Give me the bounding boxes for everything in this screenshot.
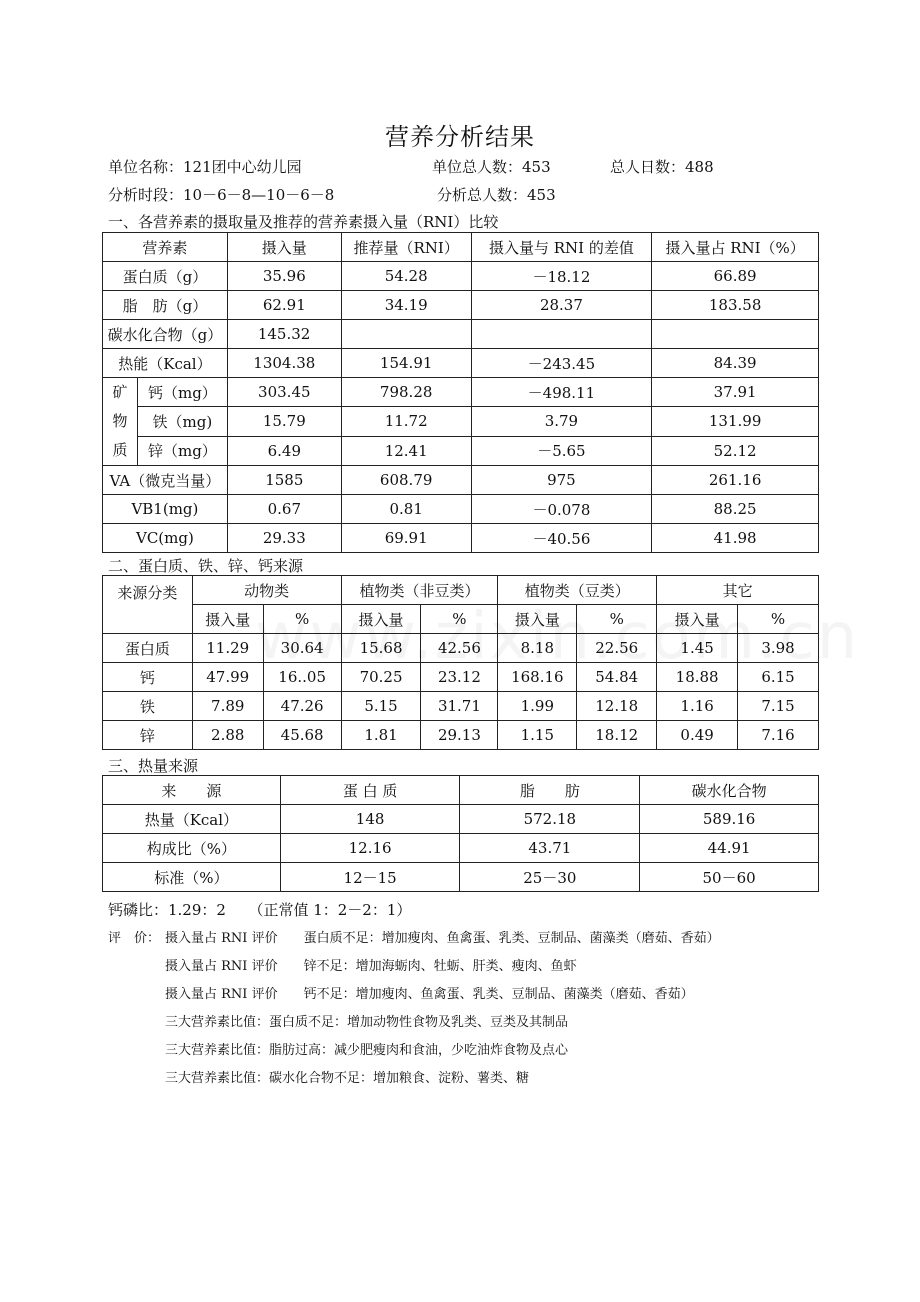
pct-cell: 131.99 xyxy=(652,407,819,436)
intake-cell: 1304.38 xyxy=(227,349,341,378)
diff-cell: 975 xyxy=(471,466,652,495)
data-cell: 1.99 xyxy=(498,692,577,721)
data-cell: 12－15 xyxy=(280,863,460,892)
table-row xyxy=(103,834,819,863)
data-cell: 12.18 xyxy=(577,692,657,721)
data-cell: 0.49 xyxy=(657,721,738,750)
rni-cell: 11.72 xyxy=(341,407,471,436)
section2-heading: 二、蛋白质、铁、锌、钙来源 xyxy=(108,557,304,575)
diff-cell: －0.078 xyxy=(471,495,652,524)
header-cell: 推荐量（RNI） xyxy=(341,233,471,262)
group-header-plant-nonbean: 植物类（非豆类） xyxy=(341,576,498,605)
nutrient-name: 蛋白质 xyxy=(103,634,193,663)
table-row xyxy=(103,466,819,495)
data-cell: 47.26 xyxy=(263,692,341,721)
mineral-group-label xyxy=(103,378,138,466)
table-row xyxy=(103,692,819,721)
evaluation-line: 三大营养素比值：蛋白质不足：增加动物性食物及乳类、豆类及其制品 xyxy=(165,1015,569,1030)
data-cell: 8.18 xyxy=(498,634,577,663)
nutrient-rni-table xyxy=(102,232,819,553)
intake-cell: 303.45 xyxy=(227,378,341,407)
diff-cell: －5.65 xyxy=(471,436,652,465)
rni-cell: 34.19 xyxy=(341,291,471,320)
vitamin-name: VB1(mg) xyxy=(103,495,228,524)
row-label: 标准（%） xyxy=(103,863,281,892)
data-cell: 1.15 xyxy=(498,721,577,750)
intake-cell: 15.79 xyxy=(227,407,341,436)
header-cell: 摄入量与 RNI 的差值 xyxy=(471,233,652,262)
table-row xyxy=(103,863,819,892)
rni-cell: 69.91 xyxy=(341,524,471,553)
table-row xyxy=(103,349,819,378)
sub-header-intake: 摄入量 xyxy=(657,605,738,634)
data-cell: 43.71 xyxy=(460,834,640,863)
diff-cell: －40.56 xyxy=(471,524,652,553)
evaluation-line: 三大营养素比值：碳水化合物不足：增加粮食、淀粉、薯类、糖 xyxy=(165,1071,530,1086)
nutrient-name: 钙 xyxy=(103,663,193,692)
table-row xyxy=(103,262,819,291)
rni-cell: 54.28 xyxy=(341,262,471,291)
data-cell: 1.16 xyxy=(657,692,738,721)
header-cell: 脂 肪 xyxy=(460,776,640,805)
data-cell: 47.99 xyxy=(192,663,263,692)
source-category-header: 来源分类 xyxy=(103,576,193,634)
data-cell: 7.89 xyxy=(192,692,263,721)
pct-cell xyxy=(652,320,819,349)
table-row xyxy=(103,291,819,320)
intake-cell: 29.33 xyxy=(227,524,341,553)
sub-header-intake: 摄入量 xyxy=(192,605,263,634)
sub-header-pct: % xyxy=(577,605,657,634)
data-cell: 18.12 xyxy=(577,721,657,750)
table-row xyxy=(103,663,819,692)
intake-cell: 145.32 xyxy=(227,320,341,349)
data-cell: 572.18 xyxy=(460,805,640,834)
energy-source-table xyxy=(102,775,819,892)
data-cell: 5.15 xyxy=(341,692,421,721)
pct-cell: 66.89 xyxy=(652,262,819,291)
data-cell: 15.68 xyxy=(341,634,421,663)
pct-cell: 52.12 xyxy=(652,436,819,465)
table-row xyxy=(103,320,819,349)
person-days: 总人日数：488 xyxy=(610,158,714,176)
section1-heading: 一、各营养素的摄取量及推荐的营养素摄入量（RNI）比较 xyxy=(108,213,499,231)
pct-cell: 261.16 xyxy=(652,466,819,495)
evaluation-line: 三大营养素比值：脂肪过高：减少肥瘦肉和食油，少吃油炸食物及点心 xyxy=(165,1043,569,1058)
data-cell: 29.13 xyxy=(421,721,498,750)
data-cell: 6.15 xyxy=(738,663,819,692)
group-header-animal: 动物类 xyxy=(192,576,341,605)
mineral-name: 锌（mg） xyxy=(137,436,227,465)
nutrient-name: 碳水化合物（g） xyxy=(103,320,228,349)
analysis-period: 分析时段：10－6－8—10－6－8 xyxy=(108,186,335,204)
table-header-row xyxy=(103,233,819,262)
pct-cell: 88.25 xyxy=(652,495,819,524)
data-cell: 7.15 xyxy=(738,692,819,721)
rni-cell xyxy=(341,320,471,349)
intake-cell: 35.96 xyxy=(227,262,341,291)
nutrient-name: 锌 xyxy=(103,721,193,750)
diff-cell: 28.37 xyxy=(471,291,652,320)
analysis-people: 分析总人数：453 xyxy=(437,186,556,204)
table-row xyxy=(103,524,819,553)
header-cell: 碳水化合物 xyxy=(640,776,819,805)
data-cell: 148 xyxy=(280,805,460,834)
data-cell: 2.88 xyxy=(192,721,263,750)
rni-cell: 12.41 xyxy=(341,436,471,465)
pct-cell: 183.58 xyxy=(652,291,819,320)
data-cell: 54.84 xyxy=(577,663,657,692)
table-header-row xyxy=(103,576,819,605)
sub-header-intake: 摄入量 xyxy=(341,605,421,634)
header-cell: 来 源 xyxy=(103,776,281,805)
intake-cell: 6.49 xyxy=(227,436,341,465)
diff-cell: －498.11 xyxy=(471,378,652,407)
mineral-name: 钙（mg） xyxy=(137,378,227,407)
vitamin-name: VC(mg) xyxy=(103,524,228,553)
sub-header-pct: % xyxy=(263,605,341,634)
evaluation-line: 摄入量占 RNI 评价 锌不足：增加海蛎肉、牡蛎、肝类、瘦肉、鱼虾 xyxy=(165,959,577,974)
mineral-label-char: 物 xyxy=(112,412,128,430)
nutrient-name: 铁 xyxy=(103,692,193,721)
data-cell: 7.16 xyxy=(738,721,819,750)
table-row xyxy=(103,634,819,663)
nutrient-name: 脂 肪（g） xyxy=(103,291,228,320)
vitamin-name: VA（微克当量） xyxy=(103,466,228,495)
diff-cell: －243.45 xyxy=(471,349,652,378)
table-row xyxy=(103,721,819,750)
data-cell: 12.16 xyxy=(280,834,460,863)
data-cell: 30.64 xyxy=(263,634,341,663)
data-cell: 1.45 xyxy=(657,634,738,663)
evaluation-line: 摄入量占 RNI 评价 蛋白质不足：增加瘦肉、鱼禽蛋、乳类、豆制品、菌藻类（磨茹、香茹） xyxy=(165,931,720,946)
sub-header-pct: % xyxy=(738,605,819,634)
pct-cell: 84.39 xyxy=(652,349,819,378)
diff-cell: －18.12 xyxy=(471,262,652,291)
header-cell: 摄入量占 RNI（%） xyxy=(652,233,819,262)
header-cell: 营养素 xyxy=(103,233,228,262)
data-cell: 42.56 xyxy=(421,634,498,663)
mineral-label-char: 质 xyxy=(112,441,128,459)
page-title: 营养分析结果 xyxy=(385,123,535,151)
evaluation-line: 摄入量占 RNI 评价 钙不足：增加瘦肉、鱼禽蛋、乳类、豆制品、菌藻类（磨茹、香茹） xyxy=(165,987,694,1002)
table-row xyxy=(103,495,819,524)
data-cell: 45.68 xyxy=(263,721,341,750)
table-row xyxy=(103,805,819,834)
sub-header-intake: 摄入量 xyxy=(498,605,577,634)
rni-cell: 798.28 xyxy=(341,378,471,407)
header-cell: 蛋 白 质 xyxy=(280,776,460,805)
diff-cell: 3.79 xyxy=(471,407,652,436)
group-header-plant-bean: 植物类（豆类） xyxy=(498,576,657,605)
table-row xyxy=(103,407,819,436)
data-cell: 11.29 xyxy=(192,634,263,663)
intake-cell: 62.91 xyxy=(227,291,341,320)
row-label: 热量（Kcal） xyxy=(103,805,281,834)
data-cell: 18.88 xyxy=(657,663,738,692)
data-cell: 168.16 xyxy=(498,663,577,692)
data-cell: 589.16 xyxy=(640,805,819,834)
table-row xyxy=(103,378,819,407)
rni-cell: 0.81 xyxy=(341,495,471,524)
intake-cell: 1585 xyxy=(227,466,341,495)
table-row xyxy=(103,436,819,465)
data-cell: 22.56 xyxy=(577,634,657,663)
sub-header-pct: % xyxy=(421,605,498,634)
unit-name: 单位名称：121团中心幼儿园 xyxy=(108,158,302,176)
ca-p-ratio: 钙磷比：1.29：2 （正常值 1：2－2：1） xyxy=(108,901,412,919)
source-table xyxy=(102,575,819,750)
data-cell: 1.81 xyxy=(341,721,421,750)
data-cell: 25－30 xyxy=(460,863,640,892)
table-subheader-row xyxy=(103,605,819,634)
mineral-label-char: 矿 xyxy=(112,383,128,401)
pct-cell: 37.91 xyxy=(652,378,819,407)
data-cell: 23.12 xyxy=(421,663,498,692)
row-label: 构成比（%） xyxy=(103,834,281,863)
mineral-name: 铁（mg) xyxy=(137,407,227,436)
nutrient-name: 蛋白质（g） xyxy=(103,262,228,291)
diff-cell xyxy=(471,320,652,349)
rni-cell: 608.79 xyxy=(341,466,471,495)
rni-cell: 154.91 xyxy=(341,349,471,378)
group-header-other: 其它 xyxy=(657,576,819,605)
table-header-row xyxy=(103,776,819,805)
section3-heading: 三、热量来源 xyxy=(108,757,199,775)
header-cell: 摄入量 xyxy=(227,233,341,262)
data-cell: 3.98 xyxy=(738,634,819,663)
evaluation-label: 评 价： xyxy=(108,931,161,946)
data-cell: 50－60 xyxy=(640,863,819,892)
data-cell: 70.25 xyxy=(341,663,421,692)
data-cell: 16..05 xyxy=(263,663,341,692)
data-cell: 44.91 xyxy=(640,834,819,863)
data-cell: 31.71 xyxy=(421,692,498,721)
intake-cell: 0.67 xyxy=(227,495,341,524)
nutrient-name: 热能（Kcal） xyxy=(103,349,228,378)
total-people: 单位总人数：453 xyxy=(432,158,551,176)
pct-cell: 41.98 xyxy=(652,524,819,553)
